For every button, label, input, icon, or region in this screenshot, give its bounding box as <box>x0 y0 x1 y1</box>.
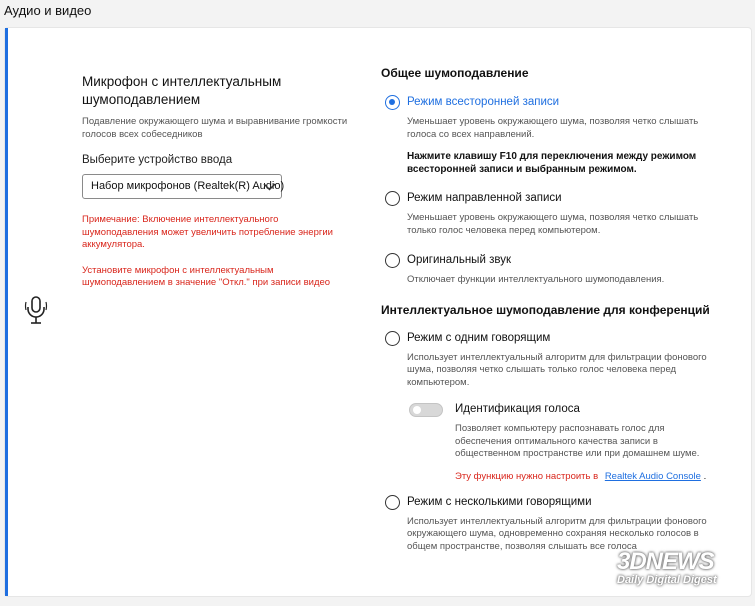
input-device-select[interactable] <box>82 174 285 199</box>
chevron-down-icon <box>263 180 276 193</box>
smart-mic-title: Микрофон с интеллектуальным шумоподавлением <box>82 74 282 107</box>
option-multi-speaker[interactable] <box>381 495 721 554</box>
radio-single-speaker[interactable] <box>385 331 400 346</box>
option-multi-desc: Использует интеллектуальный алгоритм для фильтрации фонового окружающего шума, одновременно сохраняя несколько голосов в общем пространстве, позволяя слышать все голоса <box>407 515 707 552</box>
card-accent-bar <box>5 28 8 596</box>
radio-directional-recording[interactable] <box>385 191 400 206</box>
voice-id-toggle[interactable] <box>409 403 443 417</box>
option-single-label: Режим с одним говорящим <box>407 331 551 344</box>
option-single-desc: Использует интеллектуальный алгоритм для фильтрации фонового шума, позволяя четко слышать только голос человека перед компьютером. <box>407 351 707 388</box>
option-original-sound[interactable] <box>381 253 721 287</box>
settings-card <box>4 27 752 597</box>
config-note-end: . <box>703 470 707 482</box>
option-single-speaker[interactable] <box>381 331 721 390</box>
conference-noise-title: Интеллектуальное шумоподавление для конференций <box>381 302 710 317</box>
option-omni-recording[interactable] <box>381 95 721 176</box>
option-omni-desc: Уменьшает уровень окружающего шума, позволяя четко слышать голоса со всех направлений. <box>407 116 699 140</box>
option-directional-recording[interactable] <box>381 191 721 237</box>
radio-original-sound[interactable] <box>385 253 400 268</box>
smart-mic-description: Подавление окружающего шума и выравнивание громкости голосов всех собеседников <box>82 116 348 140</box>
watermark-title: 3DNEWS <box>617 548 714 575</box>
option-multi-label: Режим с несколькими говорящими <box>407 495 592 508</box>
option-original-label: Оригинальный звук <box>407 254 511 266</box>
voice-id-config-note <box>455 471 721 482</box>
radio-multi-speaker[interactable] <box>385 495 400 510</box>
input-device-value: Набор микрофонов (Realtek(R) Audio) <box>91 180 285 192</box>
option-directional-desc: Уменьшает уровень окружающего шума, позволяя четко слышать только голос человека перед компьютером. <box>407 212 699 236</box>
watermark-subtitle: Daily Digital Digest <box>617 574 717 586</box>
smart-mic-panel <box>82 73 357 290</box>
config-note-text: Эту функцию нужно настроить в <box>455 470 599 482</box>
option-original-desc: Отключает функции интеллектуального шумоподавления. <box>407 274 665 285</box>
battery-warning: Примечание: Включение интеллектуального шумоподавления может увеличить потребление энергии аккумулятора. <box>82 214 333 250</box>
voice-id-label: Идентификация голоса <box>455 403 580 415</box>
general-noise-title: Общее шумоподавление <box>381 66 529 80</box>
section-header: Аудио и видео <box>4 3 92 18</box>
video-warning: Установите микрофон с интеллектуальным шумоподавлением в значение "Откл." при записи видео <box>82 264 331 288</box>
noise-reduction-panel <box>381 66 721 553</box>
option-directional-label: Режим направленной записи <box>407 192 562 204</box>
f10-note: Нажмите клавишу F10 для переключения между режимом всесторонней записи и выбранным режимом. <box>407 151 697 175</box>
voice-id-row <box>409 401 721 419</box>
option-omni-label: Режим всесторонней записи <box>407 96 560 108</box>
watermark-logo <box>617 548 753 606</box>
radio-omni-recording[interactable] <box>385 95 400 110</box>
voice-id-desc: Позволяет компьютеру распознавать голос для обеспечения оптимального качества записи в общественном пространстве или при домашнем шуме. <box>455 423 700 459</box>
input-device-label: Выберите устройство ввода <box>82 154 233 166</box>
microphone-icon <box>25 296 47 328</box>
realtek-console-link[interactable]: Realtek Audio Console <box>604 470 701 482</box>
